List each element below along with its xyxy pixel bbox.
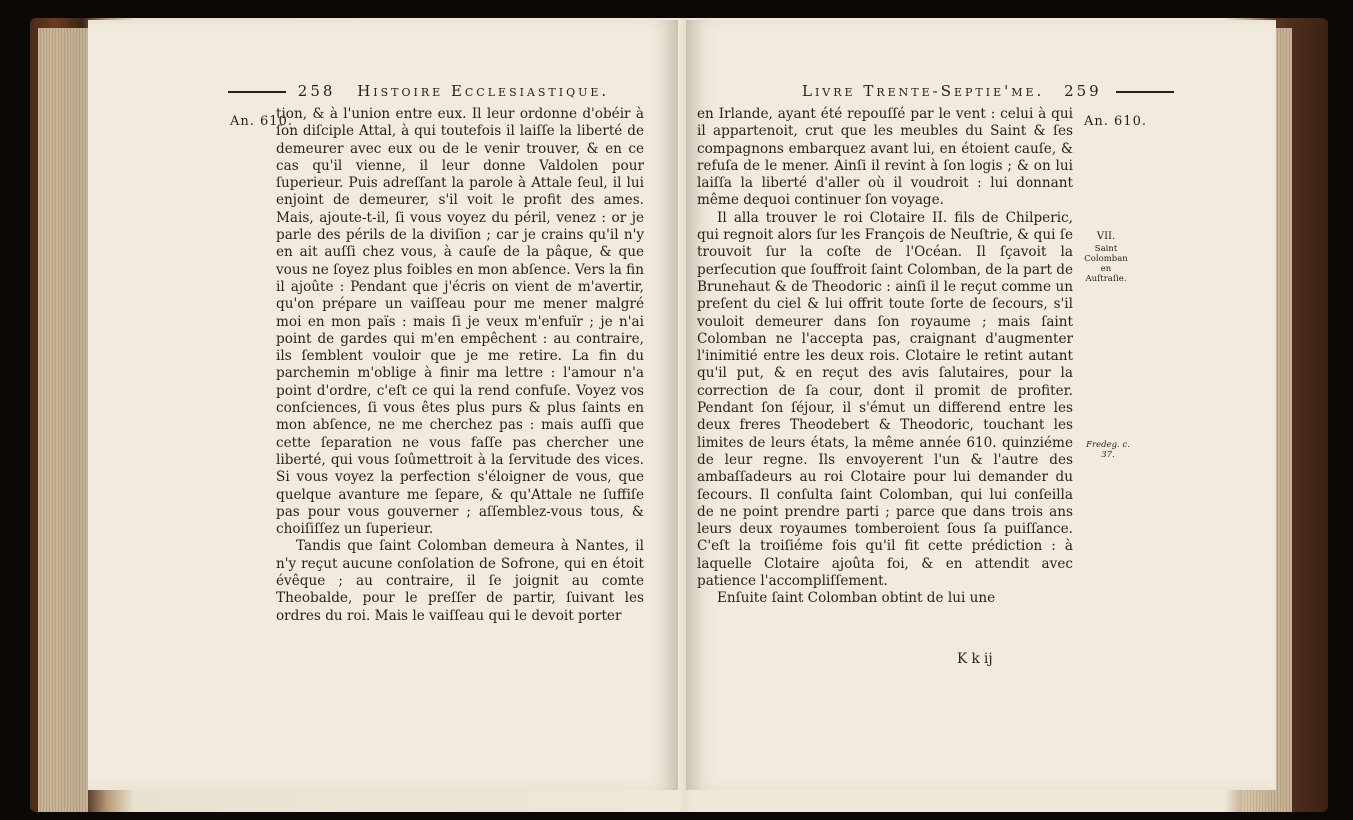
header-rule [1116, 91, 1174, 93]
left-paragraph: tion, & à l'union entre eux. Il leur ordonne d'obéir à ſon diſciple Attal, à qui toutefois il laiſſe la liberté de demeurer avec eux ou de le venir trouver, & en ce cas qu'il vienne, il leur donne Valdolen pour ſuperieur. Puis adreſſant la parole à Attale ſeul, il lui enjoint de demeurer, s'il voit le profit des ames. Mais, ajoute-t-il, ſi vous voyez du péril, venez : or je parle des périls de la diviſion ; car je crains qu'il n'y en ait auſſi chez vous, à cauſe de la pâque, & que vous ne ſoyez plus foibles en mon abſence. Vers la fin il ajoûte : Pendant que j'écris on vient de m'avertir, qu'on prépare un vaiſſeau pour me mener malgré moi en mon païs : mais ſi je veux m'enfuïr ; je n'ai point de gardes qui m'en empêchent : au contraire, ils ſemblent vouloir que je me retire. La fin du parchemin m'oblige à finir ma lettre : l'amour n'a point d'ordre, c'eſt ce qui la rend confuſe. Voyez vos conſciences, ſi vous êtes plus purs & plus ſaints en mon abſence, ne me cherchez pas : mais auſſi que cette ſeparation ne vous faſſe pas chercher une liberté, qui vous ſoûmettroit à la ſervitude des vices. Si vous voyez la perfection s'éloigner de vous, que quelque avanture me ſepare, & qu'Attale ne ſuffiſe pas pour vous gouverner ; aſſemblez-vous tous, & choiſiſſez un ſuperieur. [276, 106, 644, 538]
right-running-head: Livre Trente-Septie'me. [802, 82, 1045, 100]
right-running-header [802, 82, 1174, 100]
margin-summary: Saint Colomban en Auſtraſie. [1084, 244, 1128, 284]
signature-mark: K k ij [957, 651, 993, 667]
left-running-header [228, 82, 609, 100]
margin-reference: Fredeg. c. 37. [1086, 440, 1130, 460]
right-margin-year: An. 610. [1084, 114, 1147, 129]
right-paragraph: Il alla trouver le roi Clotaire II. fils de Chilperic, qui regnoit alors ſur les François de Neuſtrie, & qui ſe trouvoit ſur la coſte de l'Océan. Il ſçavoit la perſecution que ſouffroit ſaint Colomban, de la part de Brunehaut & de Theodoric : ainſi il le reçut comme un preſent du ciel & lui offrit toute ſorte de ſecours, s'il vouloit demeurer dans ſon royaume ; mais ſaint Colomban ne l'accepta pas, craignant d'augmenter l'inimitié entre les deux rois. Clotaire le retint autant qu'il put, & en reçut des avis ſalutaires, pour la correction de ſa cour, dont il promit de profiter. Pendant ſon ſéjour, il s'émut un differend entre les deux freres Theodebert & Theodoric, touchant les limites de leurs états, la même année 610. quinziéme de leur regne. Ils envoyerent l'un & l'autre des ambaſſadeurs au roi Clotaire pour lui demander du ſecours. Il conſulta ſaint Colomban, qui lui conſeilla de ne point prendre parti ; parce que dans trois ans leurs deux royaumes tomberoient ſous ſa puiſſance. C'eſt la troiſiéme fois qu'il fit cette prédiction : à laquelle Clotaire ajoûta foi, & en attendit avec patience l'accompliſſement. [697, 209, 1073, 590]
margin-section-number: VII. [1096, 231, 1116, 242]
left-running-head: Histoire Ecclesiastique. [357, 82, 610, 100]
left-page-text [276, 106, 644, 625]
left-margin-year: An. 610. [230, 114, 293, 129]
left-page-number: 258 [297, 82, 336, 100]
right-page-text [697, 106, 1073, 608]
header-rule [228, 91, 286, 93]
right-page-number: 259 [1064, 82, 1102, 100]
right-paragraph: Enſuite ſaint Colomban obtint de lui une [717, 590, 996, 607]
right-paragraph: en Irlande, ayant été repouſſé par le vent : celui à qui il appartenoit, crut que les meubles du Saint & ſes compagnons embarquez avant lui, en étoient cauſe, & refuſa de le mener. Ainſi il revint à ſon logis ; & on lui laiſſa la liberté d'aller où il voudroit : lui donnant même dequoi continuer ſon voyage. [697, 106, 1073, 209]
left-page-edges [38, 28, 88, 812]
left-paragraph: Tandis que ſaint Colomban demeura à Nantes, il n'y reçut aucune conſolation de Sofrone, qui en étoit évêque ; au contraire, il ſe joignit au comte Theobalde, pour le preſſer de partir, ſuivant les ordres du roi. Mais le vaiſſeau qui le devoit porter [276, 538, 644, 624]
